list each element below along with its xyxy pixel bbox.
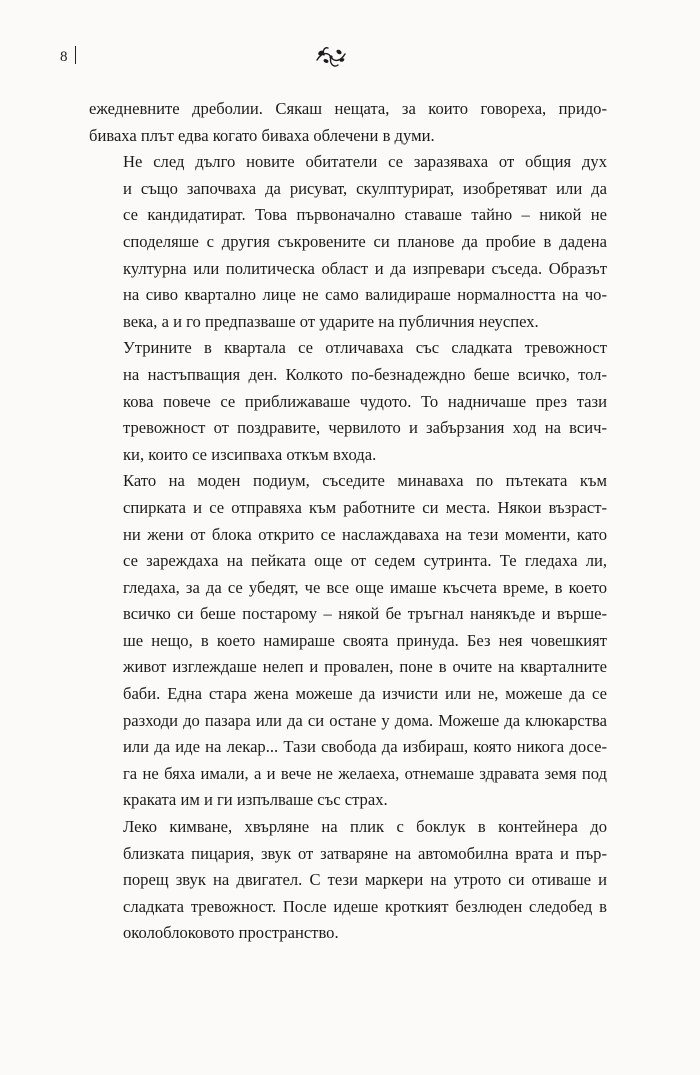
text-line: тревожност от поздравите, червилото и забързания ход на всич- (123, 418, 607, 438)
text-line: века, а и го предпазваше от ударите на публичния неуспех. (123, 311, 539, 331)
text-line: ки, които се изсипваха откъм входа. (123, 444, 377, 464)
paragraph (89, 335, 607, 468)
text-line: на сиво квартално лице не само валидираше нормалността на чо- (123, 285, 607, 305)
header-separator (75, 46, 76, 64)
text-line: живот изглеждаше нелеп и провален, поне в очите на кварталните (123, 657, 607, 677)
text-line: околоблоковото пространство. (123, 923, 339, 943)
text-line: гледаха, за да се убедят, че все още имаше късчета време, в което (123, 577, 607, 597)
text-line: баби. Една стара жена можеше да изчисти или не, можеше да се (123, 684, 607, 704)
text-line: на настъпващия ден. Колкото по-безнадеждно беше всичко, тол- (123, 364, 607, 384)
text-line: Утрините в квартала се отличаваха със сладката тревожност (123, 338, 607, 358)
text-line: ежедневните дреболии. Сякаш нещата, за които говореха, придо- (89, 99, 607, 118)
paragraph (89, 96, 607, 149)
text-line: разходи до пазара или да си остане у дома. Можеше да клюкарства (123, 710, 607, 730)
text-line: биваха плът едва когато биваха облечени в думи. (89, 125, 435, 145)
text-line: се кандидатират. Това първоначално ставаше тайно – никой не (123, 205, 607, 225)
body-text (89, 96, 607, 947)
text-line: порещ звук на двигател. С тези маркери на утрото си отиваше и (123, 870, 607, 890)
text-line: се зареждаха на пейката още от седем сутринта. Те гледаха ли, (123, 551, 607, 571)
floral-ornament-icon (314, 44, 348, 70)
text-line: или да иде на лекар... Тази свобода да избираш, която никога досе- (123, 737, 607, 757)
text-line: споделяше с другия съкровените си планове да пробие в дадена (123, 231, 607, 251)
text-line: всичко си беше постарому – някой бе тръгнал нанякъде и върше- (123, 604, 607, 624)
paragraph (89, 814, 607, 947)
paragraph (89, 468, 607, 814)
paragraph (89, 149, 607, 335)
text-line: Леко кимване, хвърляне на плик с боклук в контейнера до (123, 817, 607, 837)
text-line: Като на моден подиум, съседите минаваха по пътеката към (123, 471, 607, 491)
page-number: 8 (60, 46, 76, 66)
text-line: ше нещо, в което намираше своята принуда. Без нея човешкият (123, 630, 607, 650)
text-line: и също започваха да рисуват, скулптурират, изобретяват или да (123, 178, 607, 198)
text-line: спирката и се отправяха към работните си места. Някои възраст- (123, 497, 607, 517)
text-line: близката пицария, звук от затваряне на автомобилна врата и пър- (123, 843, 607, 863)
text-line: ни жени от блока открито се наслаждаваха на тези моменти, като (123, 524, 607, 544)
text-line: га не бяха имали, а и вече не желаеха, отнемаше здравата земя под (123, 763, 607, 783)
text-line: сладката тревожност. После идеше кроткият безлюден следобед в (123, 896, 607, 916)
text-line: кова повече се приближаваше чудото. То надничаше през тази (123, 391, 607, 411)
text-line: Не след дълго новите обитатели се заразяваха от общия дух (123, 152, 607, 172)
text-line: културна или политическа област и да изпревари съседа. Образът (123, 258, 607, 278)
text-line: краката им и ги изпълваше със страх. (123, 790, 388, 810)
page-header (58, 46, 620, 72)
